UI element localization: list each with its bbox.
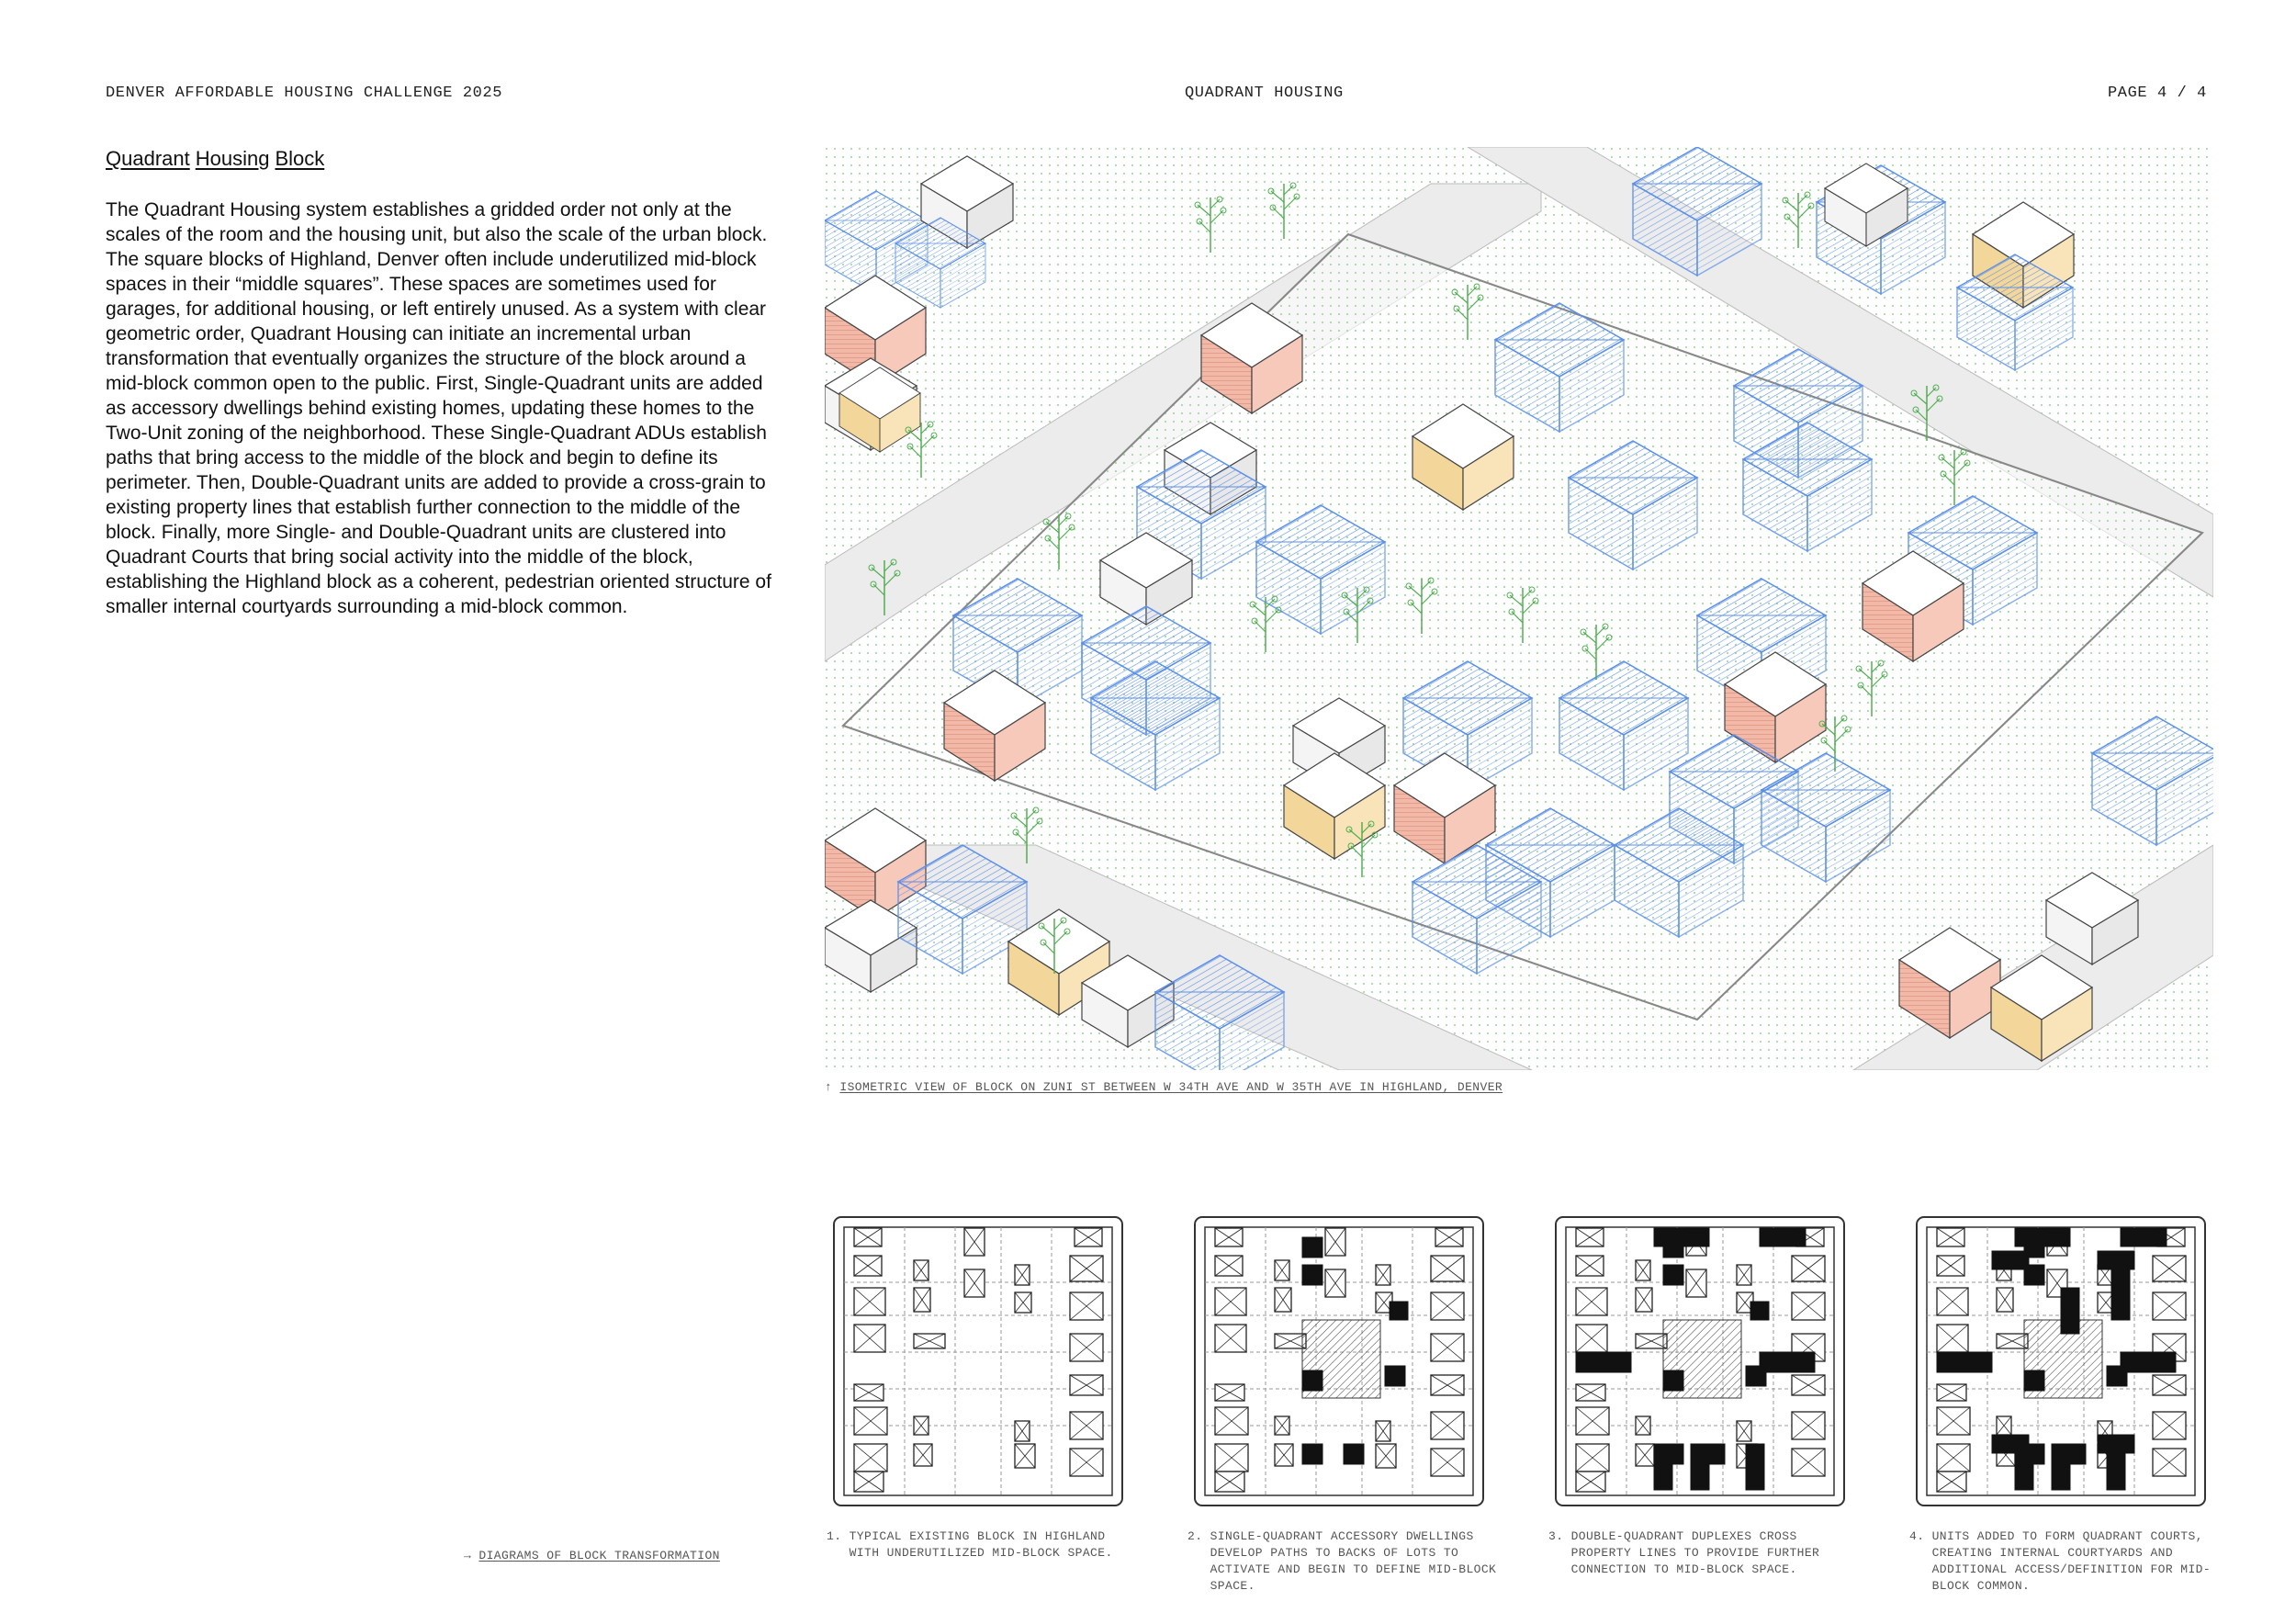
diagrams-caption	[464, 1549, 720, 1562]
block-diagram-3	[1553, 1214, 1847, 1508]
diagrams-caption-text: DIAGRAMS OF BLOCK TRANSFORMATION	[478, 1549, 720, 1562]
block-diagram-1	[831, 1214, 1125, 1508]
diagram-caption-4: 4. UNITS ADDED TO FORM QUADRANT COURTS, CREATING INTERNAL COURTYARDS AND ADDITIONAL ACCESS/DEFINITION FOR MID- BLOCK COMMON.	[1909, 1529, 2212, 1593]
isometric-caption	[825, 1080, 1503, 1094]
diagram-caption-3: 3. DOUBLE-QUADRANT DUPLEXES CROSS PROPERTY LINES TO PROVIDE FURTHER CONNECTION TO MID-BLOCK SPACE.	[1548, 1529, 1820, 1576]
isometric-block-drawing	[825, 147, 2213, 1070]
arrow-up-icon: ↑	[825, 1080, 833, 1094]
block-diagram-4	[1914, 1214, 2208, 1508]
isometric-caption-text: ISOMETRIC VIEW OF BLOCK ON ZUNI ST BETWEEN W 34TH AVE AND W 35TH AVE IN HIGHLAND, DENVER	[839, 1080, 1503, 1094]
diagram-caption-1: 1. TYPICAL EXISTING BLOCK IN HIGHLAND WITH UNDERUTILIZED MID-BLOCK SPACE.	[827, 1529, 1113, 1560]
title-word: Block	[275, 147, 325, 170]
header-section-title: QUADRANT HOUSING	[1185, 85, 1344, 102]
body-paragraph: The Quadrant Housing system establishes a gridded order not only at the scales of the room and the housing unit, but also the scale of the urban block. The square blocks of Highland, Denver often include underutilized mid-block spaces in their “middle squares”. These spaces are sometimes used for garages, for additional housing, or left entirely unused. As a system with clear geometric order, Quadrant Housing can initiate an incremental urban transformation that eventually organizes the structure of the block around a mid-block common open to the public. First, Single-Quadrant units are added as accessory dwellings behind existing homes, updating these homes to the Two-Unit zoning of the neighborhood. These Single-Quadrant ADUs establish paths that bring access to the middle of the block and begin to define its perimeter. Then, Double-Quadrant units are added to provide a cross-grain to existing property lines that establish further connection to the middle of the block. Finally, more Single- and Double-Quadrant units are clustered into Quadrant Courts that bring social activity into the middle of the block, establishing the Highland block as a coherent, pedestrian oriented structure of smaller internal courtyards surrounding a mid-block common.	[106, 199, 771, 617]
page-title	[106, 147, 330, 171]
block-diagram-2	[1192, 1214, 1486, 1508]
title-word: Housing	[195, 147, 270, 170]
page-number: PAGE 4 / 4	[2107, 85, 2207, 102]
title-word: Quadrant	[106, 147, 190, 170]
arrow-right-icon: →	[464, 1549, 472, 1562]
header-project-title: DENVER AFFORDABLE HOUSING CHALLENGE 2025	[106, 85, 503, 102]
diagram-caption-2: 2. SINGLE-QUADRANT ACCESSORY DWELLINGS DEVELOP PATHS TO BACKS OF LOTS TO ACTIVATE AND BEGIN TO DEFINE MID-BLOCK SPACE.	[1187, 1529, 1497, 1593]
